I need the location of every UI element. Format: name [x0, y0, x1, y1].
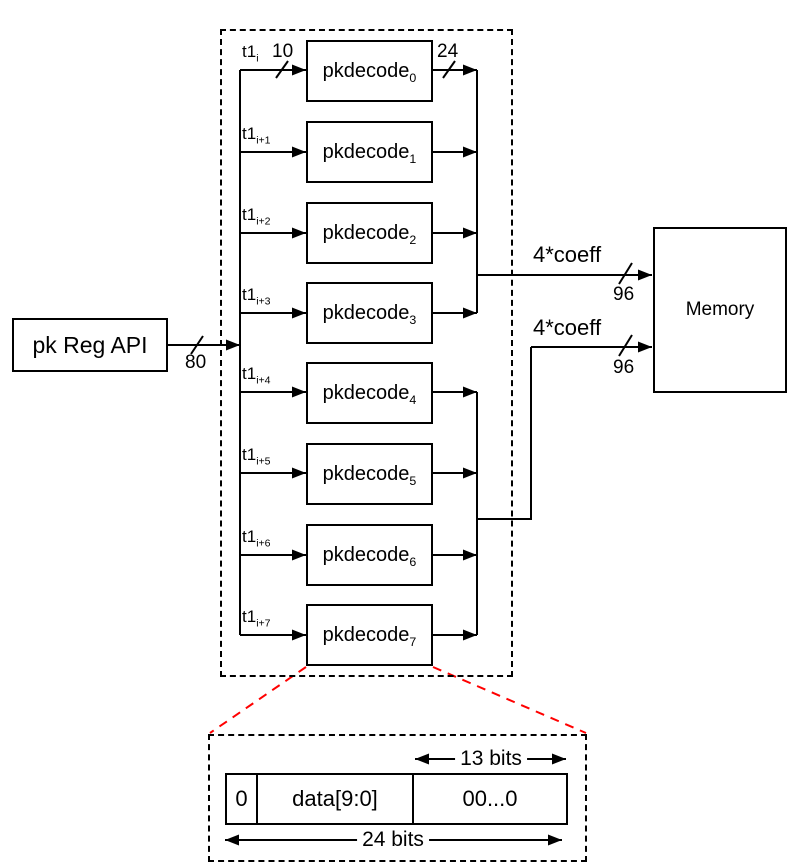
- api-bus-width-label: 80: [185, 352, 207, 373]
- decoder-output-width-label: 24: [437, 41, 459, 62]
- pkdecode-5-label: pkdecode$_5$: [322, 462, 417, 488]
- coeff-bus-bottom-label: 4*coeff: [533, 315, 602, 340]
- input-label-3: $t1_{i+3}$: [242, 285, 271, 308]
- register-field-flag: 0: [227, 775, 258, 823]
- memory-block: [653, 227, 787, 393]
- input-label-4: $t1_{i+4}$: [242, 364, 271, 387]
- decoder-output-register: [225, 773, 568, 825]
- coeff-bus-bottom-width-label: 96: [613, 357, 635, 378]
- coeff-bus-top-width-slash: [619, 263, 632, 284]
- coeff-bus-bottom-width-slash: [619, 335, 632, 356]
- coeff-bus-top-label: 4*coeff: [533, 242, 602, 267]
- pkdecode-2-label: pkdecode$_2$: [322, 221, 417, 247]
- pk-reg-api-block: [12, 318, 168, 372]
- pkdecode-4-block: [306, 362, 433, 424]
- input-label-0: $t1_i$: [242, 42, 259, 65]
- input-label-1: $t1_{i+1}$: [242, 124, 271, 147]
- pkdecode-4-label: pkdecode$_4$: [322, 381, 417, 407]
- pkdecode-5-block: [306, 443, 433, 505]
- pkdecode-0-block: [306, 40, 433, 102]
- pkdecode-7-block: [306, 604, 433, 666]
- input-label-2: $t1_{i+2}$: [242, 205, 271, 228]
- memory-label: Memory: [685, 299, 755, 320]
- input-label-5: $t1_{i+5}$: [242, 445, 271, 468]
- pkdecode-3-label: pkdecode$_3$: [322, 301, 417, 327]
- pkdecode-0-label: pkdecode$_0$: [322, 59, 417, 85]
- register-field-data: data[9:0]: [258, 775, 414, 823]
- decoder-input-width-label: 10: [272, 41, 294, 62]
- pkdecode-1-block: [306, 121, 433, 183]
- pkdecode-6-block: [306, 524, 433, 586]
- bits-13-annotation: 13 bits: [455, 747, 527, 771]
- pk-reg-api-label: pk Reg API: [32, 331, 148, 358]
- bits-24-annotation: 24 bits: [357, 828, 429, 852]
- pkdecode-6-label: pkdecode$_6$: [322, 543, 417, 569]
- coeff-bus-top-width-label: 96: [613, 284, 635, 305]
- input-label-7: $t1_{i+7}$: [242, 607, 271, 630]
- pkdecode-2-block: [306, 202, 433, 264]
- input-label-6: $t1_{i+6}$: [242, 527, 271, 550]
- register-field-padding: 00...0: [462, 786, 518, 811]
- pkdecode-7-label: pkdecode$_7$: [322, 623, 417, 649]
- pkdecode-3-block: [306, 282, 433, 344]
- pkdecode-1-label: pkdecode$_1$: [322, 140, 417, 166]
